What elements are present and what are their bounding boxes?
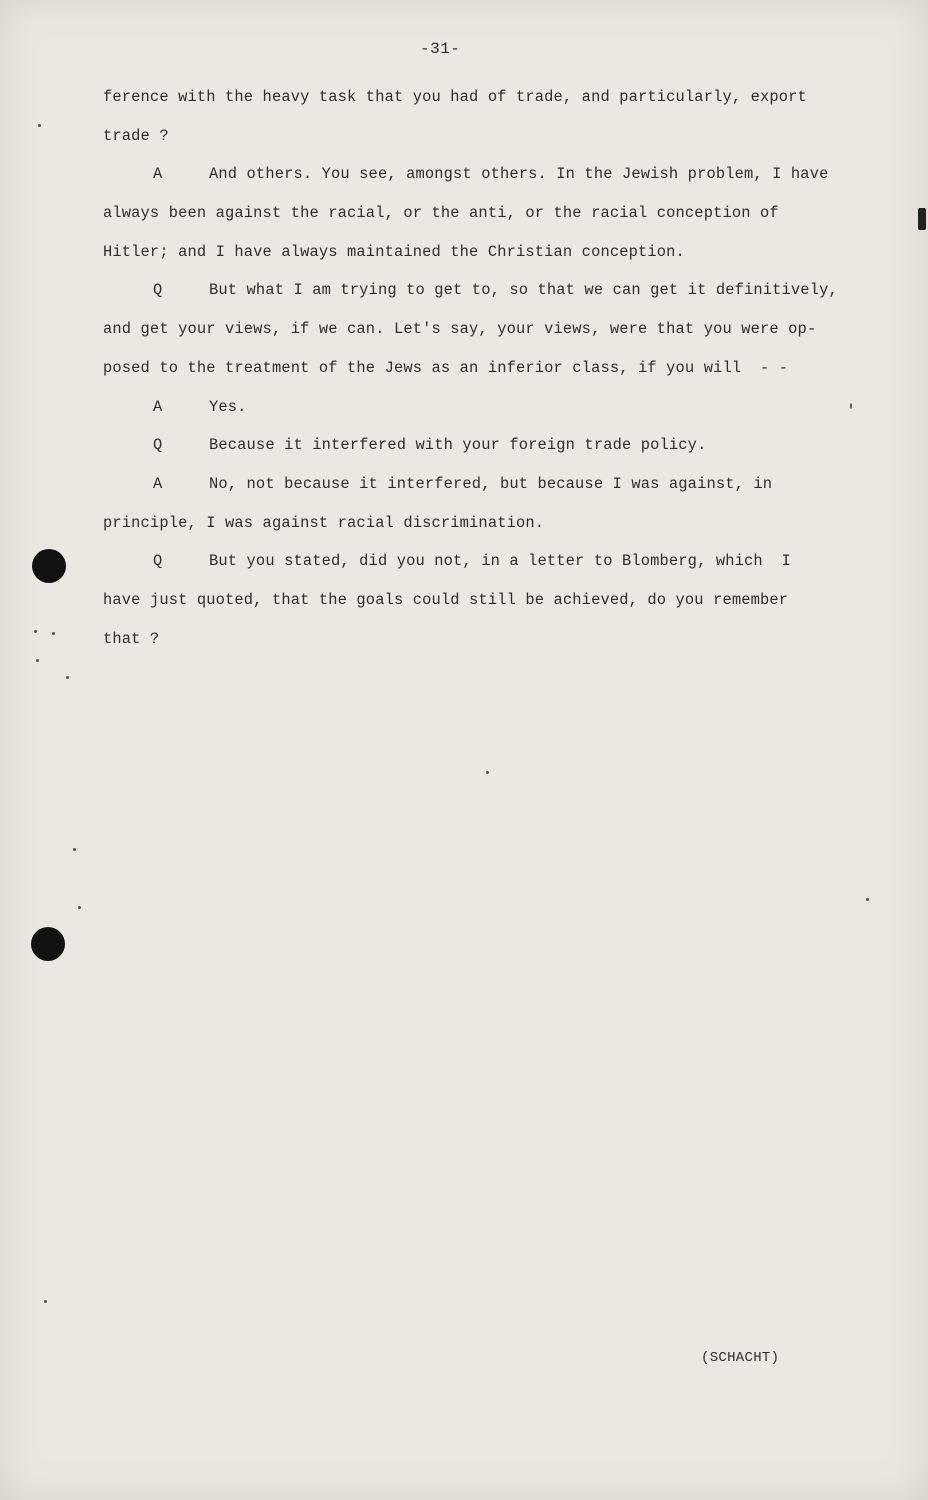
speaker-label: Q	[153, 281, 163, 300]
transcript-body	[103, 84, 873, 664]
line-text: have just quoted, that the goals could still be achieved, do you remember	[103, 590, 789, 609]
line-text: trade ?	[103, 126, 169, 145]
scan-speck	[866, 898, 869, 901]
scan-speck	[38, 124, 41, 127]
line-text: Because it interfered with your foreign trade policy.	[209, 436, 707, 455]
transcript-line	[103, 123, 873, 162]
scan-speck	[78, 906, 81, 909]
line-text: No, not because it interfered, but because I was against, in	[209, 474, 773, 493]
transcript-line	[103, 355, 873, 394]
transcript-line	[103, 161, 873, 200]
speaker-label: A	[153, 165, 163, 184]
punch-hole	[32, 549, 66, 583]
transcript-line	[103, 316, 873, 355]
line-text: Yes.	[209, 397, 247, 416]
line-text: always been against the racial, or the anti, or the racial conception of	[103, 204, 779, 223]
transcript-line	[103, 84, 873, 123]
line-text: ference with the heavy task that you had of trade, and particularly, export	[103, 88, 807, 106]
scan-speck	[486, 771, 489, 774]
line-text: that ?	[103, 629, 160, 648]
transcript-line	[103, 394, 873, 433]
scan-speck	[52, 632, 55, 635]
line-text: posed to the treatment of the Jews as an inferior class, if you will - -	[103, 358, 789, 377]
line-text: But what I am trying to get to, so that we can get it definitively,	[209, 281, 838, 300]
transcript-line	[103, 277, 873, 316]
line-text: principle, I was against racial discrimination.	[103, 513, 545, 532]
line-text: But you stated, did you not, in a letter to Blomberg, which I	[209, 552, 791, 571]
transcript-line	[103, 200, 873, 239]
transcript-line	[103, 587, 873, 626]
scan-speck	[918, 208, 926, 230]
transcript-line	[103, 510, 873, 549]
transcript-line	[103, 239, 873, 278]
scan-speck	[36, 659, 39, 662]
speaker-label: Q	[153, 552, 163, 571]
scan-speck	[34, 630, 37, 633]
footer-name: (SCHACHT)	[701, 1350, 780, 1366]
speaker-label: A	[153, 397, 163, 416]
transcript-line	[103, 626, 873, 665]
page-number: -31-	[420, 40, 461, 58]
line-text: And others. You see, amongst others. In the Jewish problem, I have	[209, 165, 829, 184]
speaker-label: Q	[153, 436, 163, 455]
scan-speck	[850, 403, 852, 409]
scan-speck	[66, 676, 69, 679]
speaker-label: A	[153, 474, 163, 493]
transcript-line	[103, 471, 873, 510]
transcript-line	[103, 548, 873, 587]
line-text: Hitler; and I have always maintained the Christian conception.	[103, 242, 685, 261]
scan-speck	[44, 1300, 47, 1303]
transcript-line	[103, 432, 873, 471]
line-text: and get your views, if we can. Let's say, your views, were that you were op-	[103, 320, 817, 339]
punch-hole	[31, 927, 65, 961]
scan-speck	[73, 848, 76, 851]
